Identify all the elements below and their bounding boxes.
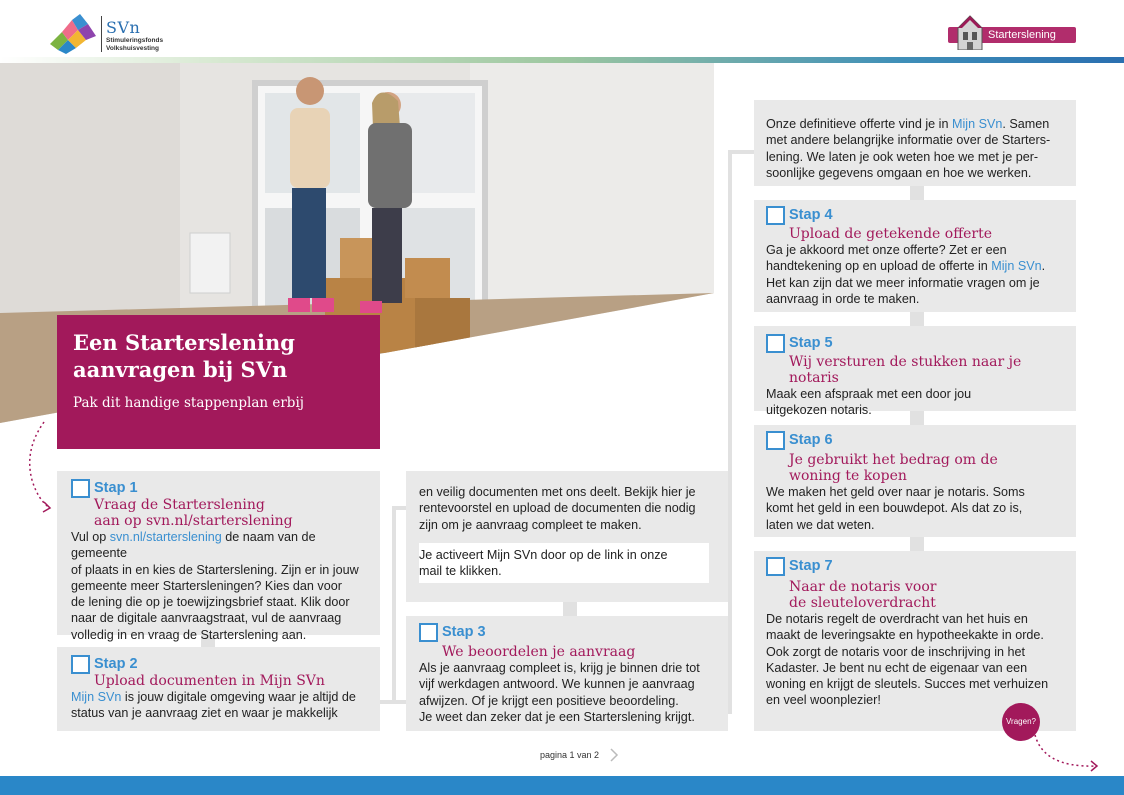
step-3-cont-line-4: soonlijke gegevens omgaan en hoe we werken. (766, 165, 1032, 180)
connector-col-link-top (392, 506, 406, 510)
connector-4-5 (910, 312, 924, 326)
step-6-title-line-1: Je gebruikt het bedrag om de (789, 452, 998, 468)
step-1-line-2: of plaats in en kies de Starterslening. Zijn er in jouw (71, 562, 359, 577)
step-1-header (71, 479, 366, 497)
step-5-checkbox[interactable] (766, 334, 785, 353)
step-3-checkbox[interactable] (419, 623, 438, 642)
step-1-line-5: naar de digitale aanvraagstraat, vul de aanvraag (71, 611, 342, 626)
step-3-line-4: Je weet dan zeker dat je een Starterslening krijgt. (419, 709, 695, 724)
step-1-label: Stap 1 (94, 479, 138, 496)
house-icon (956, 14, 984, 50)
step-2-header (71, 655, 366, 673)
step-5-line-2: uitgekozen notaris. (766, 403, 872, 418)
step-7-line-1: De notaris regelt de overdracht van het huis en (766, 612, 1028, 626)
step-4-title: Upload de getekende offerte (789, 226, 993, 242)
step-6-title (789, 452, 1064, 484)
step-6-line-2: komt het geld in een bouwdepot. Als dat zo is, (766, 501, 1023, 516)
step-7-line-6: en veel woonplezier! (766, 693, 881, 708)
step-2-cont-line-1: en veilig documenten met ons deelt. Bekijk hier je (419, 485, 696, 499)
logo-subtitle-1: Stimuleringsfonds (106, 37, 164, 44)
step-1-text (71, 529, 366, 643)
step-3-continued-box (754, 100, 1076, 186)
step-3-cont-line-1-end: . Samen (1002, 117, 1050, 131)
step-7-checkbox[interactable] (766, 557, 785, 576)
connector-col2-col3-top (728, 150, 754, 154)
step-3-cont-line-3: lening. We laten je ook weten hoe we met je per- (766, 149, 1039, 164)
step-1-line-4: de lening die op je toewijzingsbrief staat. Klik door (71, 595, 350, 610)
dotted-arrow-left (20, 420, 60, 515)
mijn-svn-link-offerte[interactable]: Mijn SVn (952, 117, 1003, 131)
step-2-box (57, 647, 380, 731)
step-2-checkbox[interactable] (71, 655, 90, 674)
svn-starterslening-link[interactable]: svn.nl/starterslening (109, 530, 222, 544)
vragen-button[interactable]: Vragen? (1002, 703, 1040, 741)
connector-3cont-4 (910, 186, 924, 200)
step-6-checkbox[interactable] (766, 431, 785, 450)
step-1-line-1-end: de naam van de gemeente (71, 530, 316, 561)
step-3-title: We beoordelen je aanvraag (442, 644, 636, 660)
step-6-title-line-2: woning te kopen (789, 468, 907, 484)
step-7-label: Stap 7 (789, 557, 833, 574)
connector-6-7 (910, 537, 924, 551)
step-3-line-2: vijf werkdagen antwoord. We kunnen je aanvraag (419, 677, 695, 692)
step-1-checkbox[interactable] (71, 479, 90, 498)
step-4-line-3: Het kan zijn dat we meer informatie vragen om je (766, 275, 1040, 290)
step-7-title-line-1: Naar de notaris voor (789, 579, 937, 595)
activation-note (419, 543, 709, 584)
step-5-line-1: Maak een afspraak met een door jou (766, 387, 972, 401)
step-4-text (766, 242, 1064, 307)
hero-title (73, 329, 364, 383)
step-2-line-1-end: is jouw digitale omgeving waar je altijd de (121, 690, 356, 704)
step-4-line-2 (766, 258, 1064, 274)
step-1-box (57, 471, 380, 642)
hero-subtitle: Pak dit handige stappenplan erbij (73, 395, 304, 411)
step-1-title (94, 497, 366, 529)
mijn-svn-link[interactable]: Mijn SVn (71, 690, 122, 704)
step-7-line-5: woning en krijgt de sleutels. Succes met verhuizen (766, 677, 1049, 692)
activation-note-line-2: mail te klikken. (419, 564, 502, 579)
dotted-arrow-right (1030, 728, 1105, 773)
logo-name: SVn (106, 18, 141, 37)
step-4-line-1: Ga je akkoord met onze offerte? Zet er een (766, 243, 1007, 257)
step-5-title: Wij versturen de stukken naar je notaris (789, 354, 1022, 386)
step-6-header (766, 431, 1064, 449)
step-3-cont-line-1-start: Onze definitieve offerte vind je in (766, 117, 952, 131)
step-2-text (71, 689, 366, 722)
step-4-checkbox[interactable] (766, 206, 785, 225)
step-4-label: Stap 4 (789, 206, 833, 223)
step-2-label: Stap 2 (94, 655, 138, 672)
step-2-line-1 (71, 689, 366, 705)
step-7-header (766, 557, 1064, 575)
next-page-chevron-icon[interactable] (609, 747, 619, 763)
step-3-cont-line-1 (766, 116, 1064, 132)
step-5-box (754, 326, 1076, 418)
mijn-svn-link-upload[interactable]: Mijn SVn (991, 259, 1042, 274)
step-1-line-1 (71, 529, 366, 562)
step-7-text (766, 611, 1064, 709)
step-2-cont-line-3: zijn om je aanvraag compleet te maken. (419, 517, 642, 532)
connector-col-link (392, 506, 396, 704)
step-5-text (766, 386, 1064, 419)
step-1-line-1-start: Vul op (71, 530, 110, 544)
step-3-label: Stap 3 (442, 623, 486, 640)
step-6-text (766, 484, 1064, 533)
svn-logo (48, 14, 188, 54)
step-6-label: Stap 6 (789, 431, 833, 448)
step-4-line-2-end: . (1041, 259, 1046, 274)
step-7-line-3: Ook zorgt de notaris voor de inschrijving in het (766, 644, 1026, 659)
step-7-title (789, 579, 1064, 611)
step-2-line-2: status van je aanvraag ziet en waar je makkelijk (71, 706, 338, 721)
step-4-line-4: aanvraag in orde te maken. (766, 291, 920, 306)
logo-subtitle-2: Volkshuisvesting (106, 45, 159, 52)
connector-2cont-3 (563, 602, 577, 616)
step-6-box (754, 425, 1076, 537)
step-3-text (419, 660, 715, 725)
step-3-line-3: afwijzen. Of je krijgt een positieve beoordeling. (419, 693, 679, 708)
step-7-line-2: maakt de leveringsakte en hypotheekakte in orde. (766, 628, 1044, 643)
hero-title-line-2: aanvragen bij SVn (73, 357, 288, 382)
step-7-line-4: Kadaster. Je bent nu echt de eigenaar van een (766, 660, 1028, 675)
step-1-line-3: gemeente meer Startersleningen? Kies dan voor (71, 578, 342, 593)
step-6-line-3: laten we dat weten. (766, 517, 875, 532)
step-3-box (406, 616, 728, 731)
hero-title-block (57, 315, 380, 449)
step-4-header (766, 206, 1064, 224)
activation-note-line-1: Je activeert Mijn SVn door op de link in onze (419, 547, 668, 562)
step-1-title-line-2: aan op svn.nl/starterslening (94, 513, 293, 529)
step-5-header (766, 334, 1064, 352)
step-3-cont-line-2: met andere belangrijke informatie over de Starters- (766, 133, 1051, 148)
step-4-box (754, 200, 1076, 312)
step-1-title-line-1: Vraag de Starterslening (94, 497, 265, 513)
starterslening-badge: Starterslening (948, 27, 1076, 43)
step-2-title: Upload documenten in Mijn SVn (94, 673, 325, 689)
svn-logo-mark-icon (48, 14, 98, 54)
page-number: pagina 1 van 2 (540, 750, 600, 760)
step-5-label: Stap 5 (789, 334, 833, 351)
step-1-line-6: volledig in en vraag de Starterslening aan. (71, 627, 307, 642)
step-7-title-line-2: de sleuteloverdracht (789, 595, 936, 611)
connector-col2-col3 (728, 150, 732, 714)
step-2-continued-box (406, 471, 728, 602)
step-3-header (419, 623, 715, 641)
hero-title-line-1: Een Starterslening (73, 330, 295, 355)
step-2-cont-line-2: rentevoorstel en upload de documenten die nodig (419, 501, 696, 516)
step-6-line-1: We maken het geld over naar je notaris. Soms (766, 485, 1025, 499)
step-4-line-2-start: handtekening op en upload de offerte in (766, 259, 992, 274)
step-3-line-1: Als je aanvraag compleet is, krijg je binnen drie tot (419, 661, 700, 675)
logo-separator (101, 16, 102, 52)
footer-bar (0, 776, 1124, 795)
